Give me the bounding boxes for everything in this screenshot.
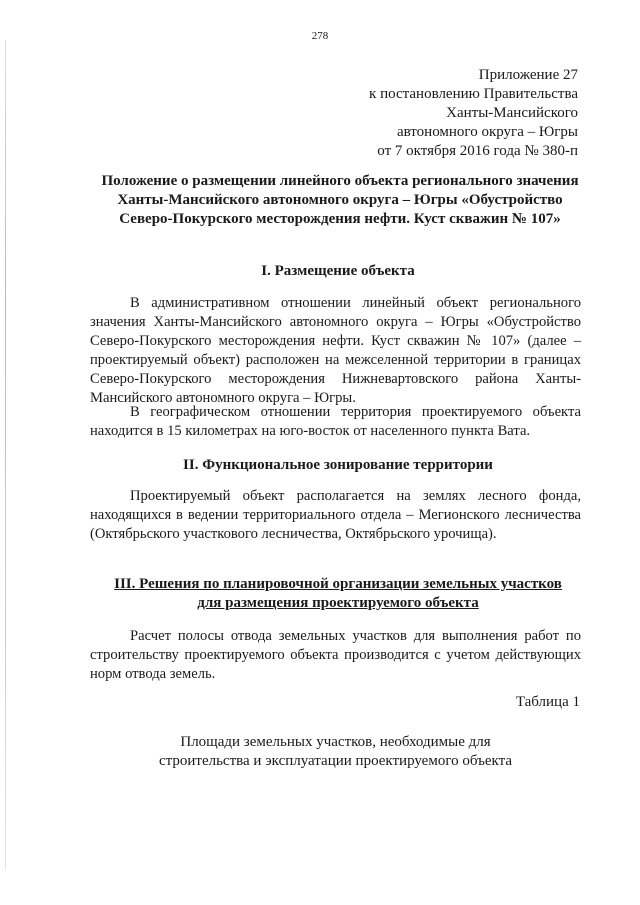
section-heading-1: I. Размещение объекта (261, 263, 415, 279)
appendix-line: от 7 октября 2016 года № 380-п (377, 143, 578, 159)
scan-edge-line (5, 40, 6, 870)
paragraph: Расчет полосы отвода земельных участков для выполнения работ по строительству проектируемого объекта производится с учетом действующих норм отвода земель. (90, 628, 581, 682)
table-title (90, 733, 581, 771)
paragraph: В административном отношении линейный объект регионального значения Ханты-Мансийского автономного округа – Югры «Обустройство Северо-Покурского месторождения нефти. Куст скважин № 107» (далее – проектируемый объект) расположен на межселенной территории в границах Северо-Покурского месторождения Нижневартовского района Ханты-Мансийского автономного округа – Югры. (90, 295, 581, 406)
paragraph: В географическом отношении территория проектируемого объекта находится в 15 километрах на юго-восток от населенного пункта Вата. (90, 404, 581, 439)
appendix-block (258, 66, 578, 161)
heading-line: для размещения проектируемого объекта (197, 595, 479, 611)
paragraph: Проектируемый объект располагается на землях лесного фонда, находящихся в ведении территориального отдела – Мегионского лесничества (Октябрьского участкового лесничества, Октябрьского урочища). (90, 488, 581, 542)
table-title-line: Площади земельных участков, необходимые для (180, 734, 491, 750)
table-label: Таблица 1 (515, 694, 580, 710)
appendix-line: Приложение 27 (478, 67, 578, 83)
appendix-line: автономного округа – Югры (396, 124, 578, 140)
table-title-line: строительства и эксплуатации проектируемого объекта (158, 753, 513, 769)
appendix-line: к постановлению Правительства (369, 86, 578, 102)
page-number: 278 (311, 30, 329, 42)
section-heading-3 (88, 575, 588, 613)
appendix-line: Ханты-Мансийского (446, 105, 578, 121)
document-title: Положение о размещении линейного объекта регионального значения Ханты-Мансийского автономного округа – Югры «Обустройство Северо-Покурского месторождения нефти. Куст скважин № 107» (101, 173, 579, 227)
heading-line: III. Решения по планировочной организации земельных участков (114, 576, 562, 592)
section-heading-2: II. Функциональное зонирование территории (183, 457, 493, 473)
